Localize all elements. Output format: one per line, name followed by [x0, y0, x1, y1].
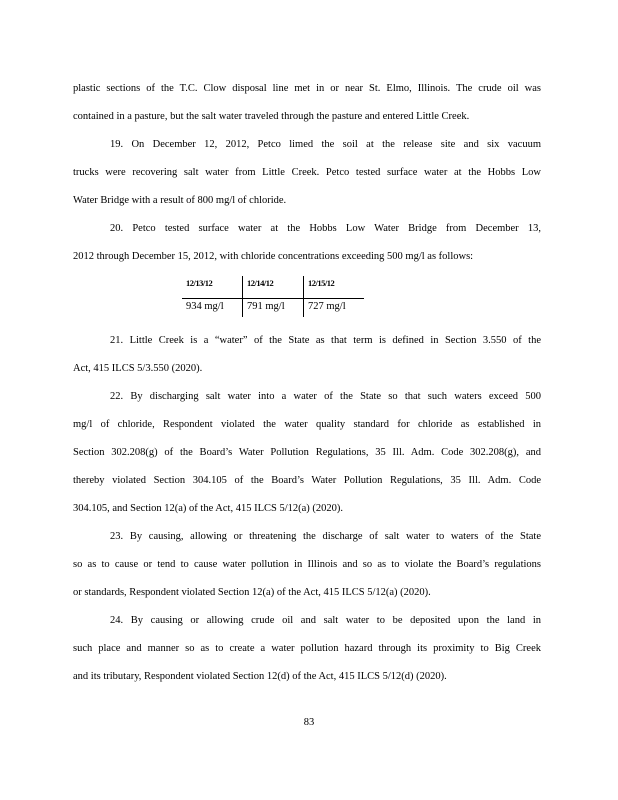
paragraph-23-line-1: 23. By causing, allowing or threatening the discharge of salt water to waters of the State — [110, 531, 541, 542]
chloride-table-cell: 791 mg/l — [243, 299, 304, 318]
paragraph-19-line-2: trucks were recovering salt water from Little Creek. Petco tested surface water at the Hobbs Low — [73, 167, 541, 178]
chloride-table-header-row — [182, 276, 364, 299]
paragraph-19-line-1: 19. On December 12, 2012, Petco limed the soil at the release site and six vacuum — [110, 139, 541, 150]
paragraph-23-line-2: so as to cause or tend to cause water pollution in Illinois and so as to violate the Board’s regulations — [73, 559, 541, 570]
page-number: 83 — [303, 717, 315, 728]
chloride-table-header: 12/14/12 — [243, 276, 304, 299]
paragraph-24-line-3: and its tributary, Respondent violated Section 12(d) of the Act, 415 ILCS 5/12(d) (2020). — [73, 671, 447, 682]
chloride-table-header: 12/13/12 — [182, 276, 243, 299]
continuation-line-1: plastic sections of the T.C. Clow disposal line met in or near St. Elmo, Illinois. The crude oil was — [73, 83, 541, 94]
chloride-table-cell: 934 mg/l — [186, 301, 224, 312]
paragraph-22-line-3: Section 302.208(g) of the Board’s Water Pollution Regulations, 35 Ill. Adm. Code 302.208(g), and — [73, 447, 541, 458]
chloride-table-header: 12/15/12 — [304, 276, 365, 299]
chloride-table — [182, 276, 364, 317]
paragraph-21-line-1: 21. Little Creek is a “water” of the State as that term is defined in Section 3.550 of the — [110, 335, 541, 346]
chloride-table-row — [182, 299, 364, 318]
paragraph-22-line-2: mg/l of chloride, Respondent violated the water quality standard for chloride as established in — [73, 419, 541, 430]
paragraph-22-line-4: thereby violated Section 304.105 of the Board’s Water Pollution Regulations, 35 Ill. Adm. Code — [73, 475, 541, 486]
paragraph-19-line-3: Water Bridge with a result of 800 mg/l of chloride. — [73, 195, 287, 206]
paragraph-21-line-2: Act, 415 ILCS 5/3.550 (2020). — [73, 363, 203, 374]
paragraph-24-line-2: such place and manner so as to create a water pollution hazard through its proximity to Big Creek — [73, 643, 541, 654]
paragraph-20-line-1: 20. Petco tested surface water at the Hobbs Low Water Bridge from December 13, — [110, 223, 541, 234]
chloride-table-cell: 727 mg/l — [304, 299, 365, 318]
continuation-line-2: contained in a pasture, but the salt water traveled through the pasture and entered Little Creek. — [73, 111, 470, 122]
paragraph-23-line-3: or standards, Respondent violated Section 12(a) of the Act, 415 ILCS 5/12(a) (2020). — [73, 587, 431, 598]
paragraph-22-line-1: 22. By discharging salt water into a water of the State so that such waters exceed 500 — [110, 391, 541, 402]
paragraph-22-line-5: 304.105, and Section 12(a) of the Act, 415 ILCS 5/12(a) (2020). — [73, 503, 344, 514]
paragraph-20-line-2: 2012 through December 15, 2012, with chloride concentrations exceeding 500 mg/l as follows: — [73, 251, 474, 262]
paragraph-24-line-1: 24. By causing or allowing crude oil and salt water to be deposited upon the land in — [110, 615, 541, 626]
